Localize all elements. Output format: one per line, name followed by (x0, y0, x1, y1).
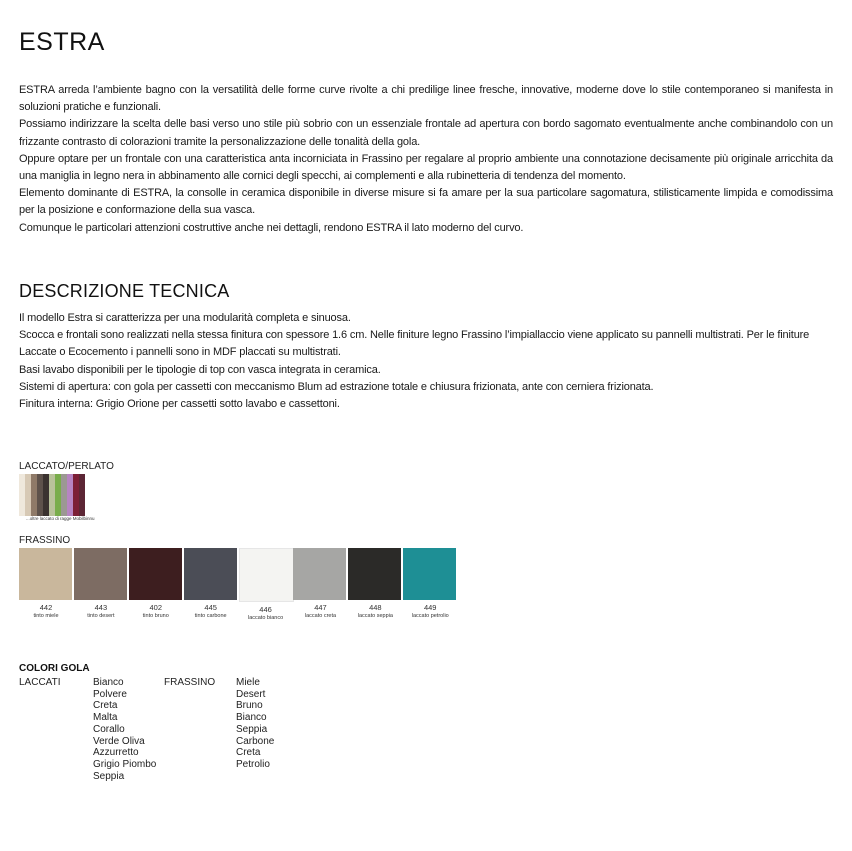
gola-color-item: Creta (93, 700, 118, 712)
gola-title: COLORI GOLA (19, 663, 90, 674)
swatch-code: 442 (39, 603, 53, 612)
gola-color-item: Grigio Piombo (93, 758, 157, 770)
tech-heading: DESCRIZIONE TECNICA (19, 281, 230, 301)
swatch-code: 447 (314, 603, 327, 612)
swatch-name: laccato seppia (357, 613, 393, 619)
gola-color-item: Desert (236, 688, 266, 700)
laccato-color-strip (19, 474, 85, 516)
gola-color-item: Bruno (236, 700, 263, 712)
gola-laccati-label: LACCATI (19, 677, 61, 688)
gola-color-item: Polvere (93, 688, 127, 700)
gola-color-item: Seppia (93, 770, 125, 782)
swatch-tile (19, 548, 72, 600)
swatch-name: tinto miele (33, 613, 59, 619)
gola-laccati-list (93, 677, 156, 782)
gola-color-item: Seppia (236, 723, 268, 735)
gola-color-item: Bianco (236, 712, 267, 724)
tech-paragraph: Il modello Estra si caratterizza per una modularità completa e sinuosa. (19, 312, 351, 324)
swatch-name: tinto desert (87, 613, 115, 619)
gola-color-item: Carbone (236, 735, 275, 747)
frassino-swatch (184, 548, 238, 622)
swatch-name: tinto carbone (194, 613, 227, 619)
swatch-tile (293, 548, 346, 600)
frassino-swatch (403, 548, 457, 622)
tech-description (19, 310, 833, 413)
frassino-swatch (74, 548, 128, 622)
frassino-swatch (293, 548, 347, 622)
swatch-code: 402 (149, 603, 163, 612)
swatch-code: 448 (369, 603, 382, 612)
swatch-tile (348, 548, 401, 600)
swatch-code: 446 (259, 605, 272, 614)
swatch-name: laccato petrolio (411, 613, 449, 619)
tech-paragraph: Scocca e frontali sono realizzati nella stessa finitura con spessore 1.6 cm. Nelle finiture legno Frassino l’impiallaccio viene applicato su pannelli multistrati. Per le finiture Laccate o Ecocemento i pannelli sono in MDF placcati su multistrati. (19, 329, 810, 359)
intro-paragraph: Comunque le particolari attenzioni costruttive anche nei dettagli, rendono ESTRA il lato moderno del curvo. (19, 221, 524, 234)
swatch-name: tinto bruno (142, 613, 169, 619)
gola-color-item: Corallo (93, 723, 125, 735)
swatch-code: 449 (423, 603, 437, 612)
gola-color-item: Malta (93, 712, 118, 724)
intro-paragraph: Oppure optare per un frontale con una caratteristica anta incorniciata in Frassino per regalare al proprio ambiente una connotazione decisamente più originale arricchita da una maniglia in legno nera in abbinamento alle cornici degli specchi, ai complementi e alla rubinetteria di tendenza del momento. (19, 152, 833, 183)
frassino-swatch (239, 548, 293, 622)
gola-color-item: Verde Oliva (93, 735, 145, 747)
frassino-label: FRASSINO (19, 535, 71, 546)
gola-frassino-label: FRASSINO (164, 677, 216, 688)
swatch-tile (74, 548, 127, 600)
laccato-note: ...oltre laccato di ragge Mobilbinnu (26, 516, 95, 521)
swatch-tile (403, 548, 456, 600)
gola-color-item: Creta (236, 747, 261, 759)
frassino-swatch (19, 548, 73, 622)
gola-frassino-list (236, 677, 274, 771)
laccato-color-chip (79, 474, 85, 516)
intro-text (19, 82, 833, 237)
laccato-label: LACCATO/PERLATO (19, 461, 114, 472)
intro-paragraph: ESTRA arreda l’ambiente bagno con la versatilità delle forme curve rivolte a chi predilige linee fresche, innovative, moderne dove lo stile contemporaneo si manifesta in soluzioni pratiche e funzionali. (19, 84, 833, 114)
page-title: ESTRA (19, 28, 105, 56)
tech-paragraph: Sistemi di apertura: con gola per cassetti con meccanismo Blum ad estrazione totale e chiusura frizionata, ante con cerniera frizionata. (19, 380, 654, 393)
frassino-swatch (348, 548, 402, 622)
frassino-swatch (129, 548, 183, 622)
tech-paragraph: Finitura interna: Grigio Orione per cassetti sotto lavabo e cassettoni. (19, 398, 340, 411)
gola-color-item: Bianco (93, 677, 124, 688)
swatch-name: laccato creta (304, 613, 337, 619)
gola-color-item: Miele (236, 677, 260, 688)
intro-paragraph: Possiamo indirizzare la scelta delle basi verso uno stile più sobrio con un essenziale frontale ad apertura con bordo sagomato eventualmente anche combinandolo con un frizzante contrasto di colorazioni tramite la personalizzazione delle tonalità della gola. (19, 118, 833, 148)
gola-color-item: Azzurretto (93, 747, 139, 759)
gola-color-item: Petrolio (236, 758, 270, 770)
swatch-code: 445 (204, 603, 217, 612)
frassino-swatches (19, 548, 458, 622)
swatch-code: 443 (94, 603, 108, 612)
swatch-tile (129, 548, 182, 600)
swatch-tile (184, 548, 237, 600)
tech-paragraph: Basi lavabo disponibili per le tipologie di top con vasca integrata in ceramica. (19, 363, 381, 376)
intro-paragraph: Elemento dominante di ESTRA, la consolle in ceramica disponibile in diverse misure si fa amare per la sua particolare sagomatura, stilisticamente limpida e comodissima per la posizione e conformazione della sua vasca. (19, 187, 833, 217)
swatch-name: laccato bianco (247, 615, 284, 621)
swatch-tile (239, 548, 294, 602)
